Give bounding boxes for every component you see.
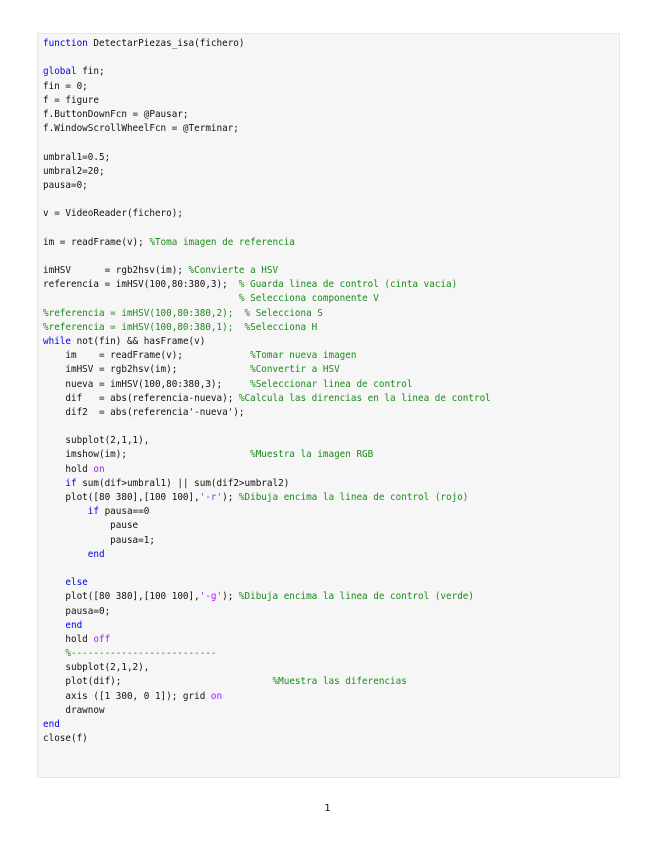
code-comment: %-------------------------- [43,648,217,660]
code-text: hold [43,463,94,475]
code-text: pausa=1; [43,534,155,546]
code-line [43,548,491,562]
code-line [43,136,491,150]
code-line [43,590,491,604]
code-line [43,250,491,264]
code-text: v = VideoReader(fichero); [43,208,183,220]
code-block [37,33,620,778]
code-line [43,562,491,576]
code-comment: %referencia = imHSV(100,80:380,1); %Selecciona H [43,321,318,333]
code-text: imHSV = rgb2hsv(im); [43,364,251,376]
code-comment: %Convierte a HSV [188,265,279,276]
code-line [43,434,491,448]
code-line [43,349,491,363]
code-line [43,519,491,533]
code-line [43,221,491,235]
code-line [43,463,491,477]
code-keyword: while [43,335,71,347]
code-text: imshow(im); [43,449,251,461]
code-text: dif = abs(referencia-nueva); [43,392,239,404]
code-keyword: end [43,719,60,730]
code-text: pausa==0 [98,506,150,518]
code-line [43,576,491,590]
code-line [43,378,491,392]
code-string: on [210,690,223,702]
code-line [43,193,491,207]
code-text: referencia = imHSV(100,80:380,3); [43,279,239,291]
code-text [43,577,65,588]
code-text: imHSV = rgb2hsv(im); [43,265,189,276]
code-text [43,293,239,304]
code-keyword: end [65,619,83,631]
code-text: f = figure [43,94,99,106]
code-line [43,292,491,306]
code-line [43,108,491,122]
code-keyword: if [65,477,77,489]
code-line [43,94,491,108]
code-line [43,534,491,548]
code-line [43,51,491,65]
code-string: '-g' [199,591,223,603]
code-line [43,661,491,675]
code-text: sum(dif>umbral1) || sum(dif2>umbral2) [76,477,290,489]
code-keyword: if [87,506,99,518]
code-line [43,448,491,462]
code-text: dif2 = abs(referencia'-nueva'); [43,406,245,418]
code-line [43,179,491,193]
code-line [43,675,491,689]
code-comment: % Guarda linea de control (cinta vacia) [238,279,458,291]
code-text: not(fin) && hasFrame(v) [71,335,206,347]
code-line [43,335,491,349]
code-line [43,392,491,406]
code-text: pausa=0; [43,605,111,617]
page-number: 1 [324,803,331,814]
code-line [43,732,491,746]
code-text: im = readFrame(v); [43,236,150,248]
code-text: DetectarPiezas_isa(fichero) [87,38,245,49]
code-text: pausa=0; [43,179,88,191]
code-comment: %Muestra la imagen RGB [250,449,374,461]
code-line [43,278,491,292]
code-line [43,605,491,619]
code-text [43,620,65,631]
code-line [43,307,491,321]
code-comment: %Convertir a HSV [250,364,340,376]
code-line [43,633,491,647]
code-line [43,37,491,51]
code-line [43,264,491,278]
code-comment: %referencia = imHSV(100,80:380,2); % Selecciona S [43,307,323,319]
code-line [43,704,491,718]
code-line [43,363,491,377]
code-text: f.WindowScrollWheelFcn = @Terminar; [43,123,239,135]
code-line [43,122,491,136]
code-text: pause [43,520,139,532]
code-line [43,80,491,94]
code-string: '-r' [199,492,223,503]
code-line [43,236,491,250]
code-line [43,690,491,704]
code-line [43,647,491,661]
code-text: drawnow [43,704,105,716]
code-text: hold [43,633,94,645]
code-text: close(f) [43,733,88,745]
code-string: off [93,633,111,645]
code-line [43,619,491,633]
code-line [43,321,491,335]
code-line [43,65,491,79]
code-text: f.ButtonDownFcn = @Pausar; [43,108,189,120]
code-keyword: else [65,577,88,589]
code-line [43,165,491,179]
code-comment: %Toma imagen de referencia [149,236,295,248]
code-text: im = readFrame(v); [43,350,251,362]
code-line [43,151,491,165]
code-listing [43,37,491,746]
code-comment: %Muestra las diferencias [272,676,407,688]
code-line [43,207,491,221]
code-comment: %Seleccionar linea de control [250,378,413,390]
code-text: fin; [76,66,105,78]
code-text: plot(dif); [43,676,273,688]
code-text: umbral2=20; [43,165,105,177]
code-comment: %Tomar nueva imagen [250,350,357,362]
code-keyword: global [43,66,77,78]
code-text: umbral1=0.5; [43,151,111,163]
code-comment: % Selecciona componente V [238,293,379,305]
code-line [43,718,491,732]
code-line [43,491,491,505]
code-text: axis ([1 300, 0 1]); grid [43,690,211,702]
code-text: plot([80 380],[100 100], [43,492,200,503]
code-text [43,478,65,489]
code-text [43,549,88,560]
code-text: subplot(2,1,1), [43,435,150,447]
code-comment: %Calcula las direncias en la linea de control [238,392,491,404]
code-line [43,420,491,434]
code-line [43,505,491,519]
code-text: ); [222,591,239,603]
code-keyword: function [43,38,88,49]
code-comment: %Dibuja encima la linea de control (rojo) [238,492,469,503]
code-line [43,406,491,420]
code-text: fin = 0; [43,80,88,92]
code-text: subplot(2,1,2), [43,662,150,674]
code-keyword: end [87,548,105,560]
code-text [43,506,88,517]
code-text: plot([80 380],[100 100], [43,591,200,603]
code-text: ); [222,492,239,503]
code-line [43,477,491,491]
code-text: nueva = imHSV(100,80:380,3); [43,378,251,390]
code-comment: %Dibuja encima la linea de control (verde) [238,591,475,603]
code-string: on [93,463,105,475]
